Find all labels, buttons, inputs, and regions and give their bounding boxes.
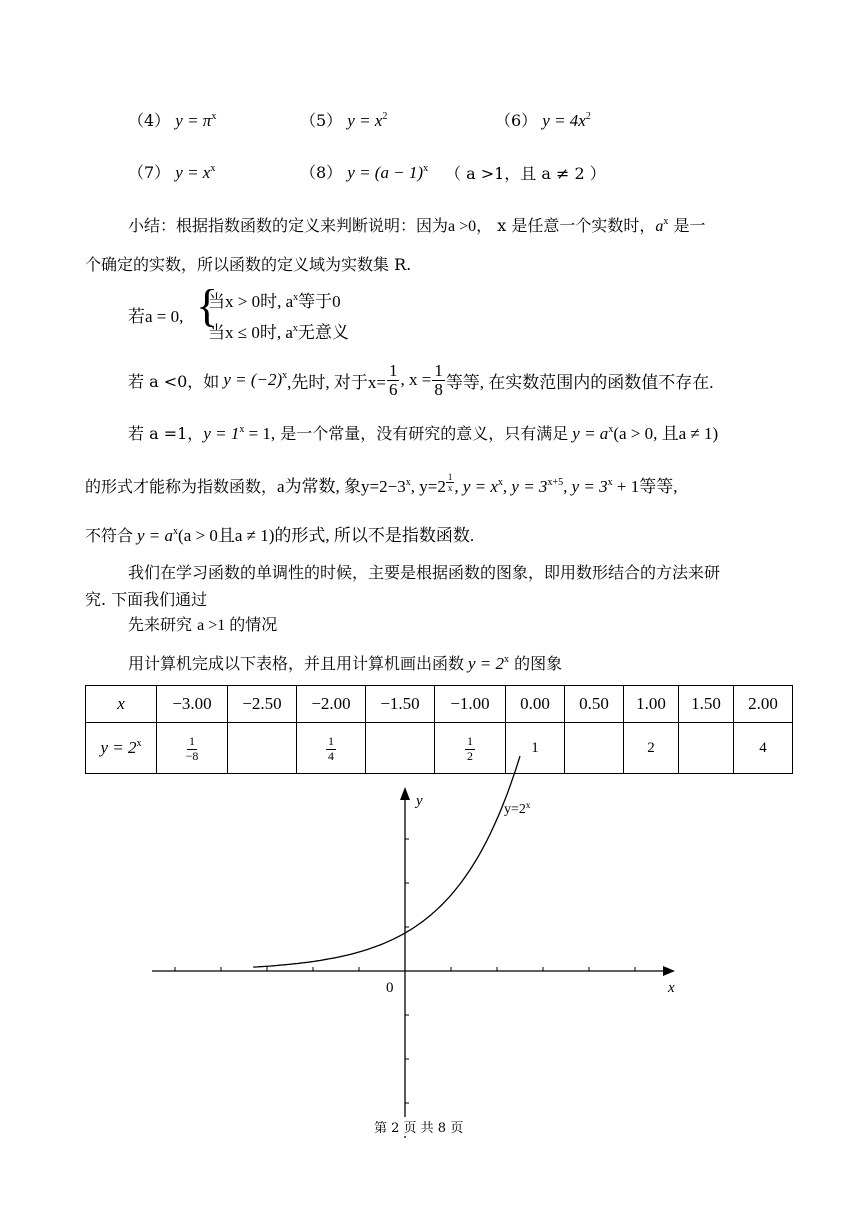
summary-line-1: 小结：根据指数函数的定义来判断说明：因为a >0， x 是任意一个实数时，$a^x$ 是一 <box>128 216 706 235</box>
example-8-condition: （ a >1，且 a ≠ 2 ） <box>445 164 606 183</box>
y-axis-label: y <box>416 793 423 809</box>
exponential-curve <box>253 756 520 967</box>
page-footer: 第 2 页 共 8 页 <box>374 1117 463 1136</box>
example-8: （8） $y = (a - 1)^x$ <box>300 163 429 182</box>
study-line-3: 先来研究 a >1 的情况 <box>128 615 278 634</box>
table-cell: −2.00 <box>297 686 366 723</box>
study-line-1: 我们在学习函数的单调性的时候，主要是根据函数的图象，即用数形结合的方法来研 <box>128 563 721 582</box>
study-line-2: 究. 下面我们通过 <box>85 590 208 609</box>
example-5: （5） $y = x^2$ <box>300 111 388 130</box>
example-4-eq: y = π <box>175 111 212 130</box>
table-header-x: x <box>86 686 157 723</box>
example-7: （7） $y = x^x$ <box>128 163 216 182</box>
table-header-y: $y = 2^x$ <box>86 723 157 774</box>
table-cell: 0.50 <box>565 686 624 723</box>
table-cell: $\frac{1}{4}$ <box>297 723 366 774</box>
table-cell: 2.00 <box>734 686 793 723</box>
y-axis-arrow <box>400 787 410 800</box>
table-cell: −1.50 <box>366 686 435 723</box>
table-cell: −1.00 <box>435 686 506 723</box>
origin-label: 0 <box>386 980 394 996</box>
table-cell: 1.50 <box>679 686 734 723</box>
table-cell: $\frac{1}{-8}$ <box>157 723 228 774</box>
curve-label: $y=2^x$ <box>504 800 531 817</box>
case-a-one: 若 a =1，$y = 1^x = 1$, 是一个常量，没有研究的意义，只有满足 $y = a^x(a > 0$, 且a ≠ 1) <box>128 424 719 443</box>
table-cell: 0.00 <box>506 686 565 723</box>
study-line-4: 用计算机完成以下表格，并且用计算机画出函数 $y = 2^x$ 的图象 <box>128 654 563 673</box>
table-cell: −2.50 <box>228 686 297 723</box>
fraction-one-eighth: $\frac{1}{8}$ <box>434 361 443 399</box>
case-a-zero-label: 若a = 0, <box>128 307 184 326</box>
table-cell: 1 <box>506 723 565 774</box>
graph-axes <box>152 787 675 1138</box>
table-cell: −3.00 <box>157 686 228 723</box>
table-cell: 4 <box>734 723 793 774</box>
summary-line-2: 个确定的实数，所以函数的定义域为实数集 R. <box>85 255 412 274</box>
not-exponential-line: 不符合 $y = a^x(a > 0$且a ≠ 1)的形式, 所以不是指数函数. <box>85 526 475 545</box>
fraction-one-sixth: $\frac{1}{6}$ <box>388 361 398 399</box>
x-axis-arrow <box>663 966 675 976</box>
example-6: （6） $y = 4x^2$ <box>495 111 591 130</box>
form-line: 的形式才能称为指数函数，a为常数, 象$y=2-3^x$, y=2 $^{\frac{1}{x}}$ , $y = x^x$, $y = 3^{x+5}$, $y = 3^x + 1$等等, <box>85 472 678 496</box>
case-1: 当x > 0时, $a^x$等于0 <box>208 292 341 311</box>
case-2: 当x ≤ 0时, $a^x$无意义 <box>208 323 349 342</box>
example-4: （4） $y = \pi^x$ <box>128 111 217 130</box>
table-cell: 1.00 <box>624 686 679 723</box>
table-cell: $\frac{1}{2}$ <box>435 723 506 774</box>
case-negative: 若 a <0，如 $y = (-2)^x$ ,先时, 对于x= $\frac{1}{6}$ , x = $\frac{1}{8}$ 等等, 在实数范围内的函数值不存在. <box>128 361 714 399</box>
x-axis-label: x <box>668 980 675 996</box>
table-cell: 2 <box>624 723 679 774</box>
case-brace: { <box>196 280 219 331</box>
